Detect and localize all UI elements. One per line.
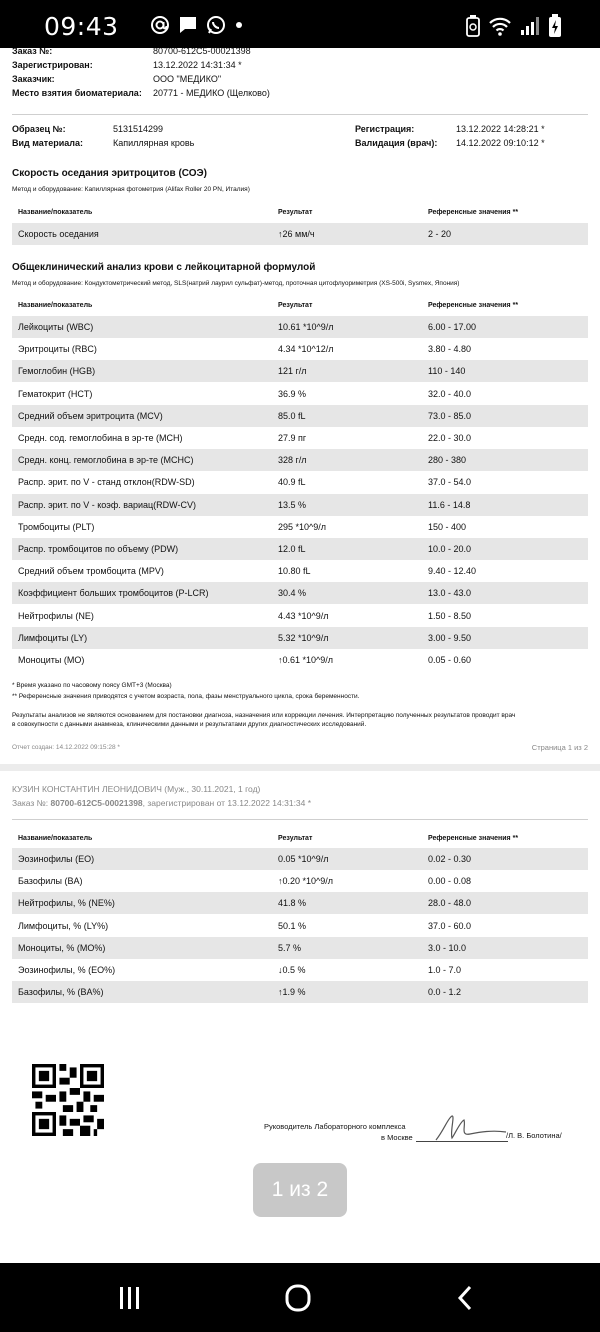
row-reference: 280 - 380 <box>428 455 467 466</box>
row-reference: 3.00 - 9.50 <box>428 632 472 643</box>
row-result: 36.9 % <box>278 388 307 399</box>
table-row <box>12 582 588 604</box>
row-name: Средн. сод. гемоглобина в эр-те (MCH) <box>18 433 183 443</box>
signature-icon <box>430 1112 510 1144</box>
document-viewer[interactable] <box>0 48 600 1263</box>
home-button[interactable] <box>278 1283 318 1313</box>
row-name: Тромбоциты (PLT) <box>18 521 95 532</box>
material-value: Капиллярная кровь <box>113 138 195 148</box>
row-result: 26 мм/ч <box>282 229 315 239</box>
esr-title: Скорость оседания эритроцитов (СОЭ) <box>12 168 207 179</box>
row-result: 5.7 % <box>278 942 302 953</box>
patient-info: КУЗИН КОНСТАНТИН ЛЕОНИДОВИЧ (Муж., 30.11.2021, 1 год) <box>12 784 261 794</box>
row-result: 0.5 % <box>282 965 306 975</box>
order-suffix: , зарегистрирован от 13.12.2022 14:31:34 * <box>142 798 312 808</box>
col-reference: Референсные значения ** <box>428 302 519 309</box>
customer-value: ООО "МЕДИКО" <box>153 74 222 84</box>
material-label: Вид материала: <box>12 138 83 148</box>
row-reference: 13.0 - 43.0 <box>428 588 472 599</box>
row-result: 10.80 fL <box>278 566 311 577</box>
row-name: Средн. конц. гемоглобина в эр-те (MCHC) <box>18 455 194 466</box>
row-reference: 73.0 - 85.0 <box>428 410 472 421</box>
row-name: Скорость оседания <box>18 229 99 239</box>
table-row <box>12 892 588 914</box>
arrow-up-icon: ↑ <box>278 876 283 887</box>
row-name: Нейтрофилы, % (NE%) <box>18 898 115 909</box>
row-reference: 22.0 - 30.0 <box>428 433 472 443</box>
time-note: * Время указано по часовому поясу GMT+3 (Москва) <box>12 682 172 689</box>
wifi-icon <box>488 16 512 36</box>
arrow-up-icon: ↑ <box>278 987 283 998</box>
row-name: Распр. эрит. по V - станд отклон(RDW-SD) <box>18 477 195 488</box>
reference-note: ** Референсные значения приводятся с учетом возраста, пола, фазы менструального цикла, срока беременности. <box>12 693 360 700</box>
sample-label: Образец №: <box>12 124 66 134</box>
clock: 09:43 <box>44 12 119 41</box>
row-name: Эозинофилы (EO) <box>18 854 95 864</box>
esr-table-header <box>12 203 588 223</box>
table-row <box>12 605 588 627</box>
row-reference: 0.05 - 0.60 <box>428 655 472 665</box>
cbc-title: Общеклинический анализ крови с лейкоцитарной формулой <box>12 262 316 273</box>
col-result: Результат <box>278 302 313 309</box>
row-result: 50.1 % <box>278 920 307 931</box>
arrow-down-icon: ↓ <box>278 965 283 975</box>
table-row <box>12 848 588 870</box>
row-reference: 28.0 - 48.0 <box>428 898 472 909</box>
order-label: Заказ №: <box>12 48 53 56</box>
divider <box>12 819 588 820</box>
registration-label: Регистрация: <box>355 124 415 134</box>
row-name: Эритроциты (RBC) <box>18 344 97 355</box>
row-result: 4.34 *10^12/л <box>278 344 334 355</box>
navigation-bar <box>0 1263 600 1332</box>
table-row <box>12 538 588 560</box>
row-result: 10.61 *10^9/л <box>278 322 334 332</box>
row-name: Лейкоциты (WBC) <box>18 322 94 332</box>
recent-apps-button[interactable] <box>110 1283 150 1313</box>
row-reference: 6.00 - 17.00 <box>428 322 477 332</box>
col-name: Название/показатель <box>18 302 93 309</box>
row-result: 12.0 fL <box>278 544 306 554</box>
divider <box>12 114 588 115</box>
disclaimer-line-1: Результаты анализов не являются основанием для постановки диагноза, назначения или коррекции лечения. Интерпретацию полученных результатов проводит врач <box>12 712 516 719</box>
status-bar <box>0 0 600 48</box>
row-result: 121 г/л <box>278 366 307 377</box>
table-row <box>12 223 588 245</box>
row-result: 27.9 пг <box>278 433 307 443</box>
page-separator <box>0 764 600 771</box>
order-prefix: Заказ №: <box>12 798 51 808</box>
table-row <box>12 516 588 538</box>
page-number: Страница 1 из 2 <box>531 743 588 752</box>
signatory-name: /Л. В. Болотина/ <box>506 1131 562 1140</box>
row-result: 41.8 % <box>278 898 307 909</box>
signal-icon <box>520 16 540 36</box>
row-reference: 2 - 20 <box>428 229 452 239</box>
table-row <box>12 360 588 382</box>
row-reference: 37.0 - 54.0 <box>428 477 472 488</box>
row-reference: 0.0 - 1.2 <box>428 987 462 998</box>
row-name: Коэффициент больших тромбоцитов (P-LCR) <box>18 588 209 599</box>
col-result: Результат <box>278 835 313 842</box>
col-reference: Референсные значения ** <box>428 209 519 216</box>
col-name: Название/показатель <box>18 835 93 842</box>
row-result: 0.61 *10^9/л <box>282 655 334 665</box>
row-name: Базофилы, % (BA%) <box>18 987 104 998</box>
order-info <box>12 798 311 808</box>
table-row <box>12 560 588 582</box>
cbc-table-header <box>12 296 588 316</box>
customer-label: Заказчик: <box>12 74 55 84</box>
page2-table-header <box>12 829 588 849</box>
row-result: 0.05 *10^9/л <box>278 854 329 864</box>
row-reference: 10.0 - 20.0 <box>428 544 472 554</box>
row-result: 4.43 *10^9/л <box>278 610 329 621</box>
table-row <box>12 915 588 937</box>
disclaimer-line-2: в совокупности с данными анамнеза, клиническими данными и результатами других диагностических исследований. <box>12 721 367 728</box>
registration-value: 13.12.2022 14:28:21 * <box>456 124 545 134</box>
row-reference: 11.6 - 14.8 <box>428 499 471 510</box>
row-result: 13.5 % <box>278 499 307 510</box>
row-name: Распр. эрит. по V - коэф. вариац(RDW-CV) <box>18 499 196 510</box>
col-result: Результат <box>278 209 313 216</box>
report-created: Отчет создан: 14.12.2022 09:15:28 * <box>12 744 120 751</box>
row-reference: 110 - 140 <box>428 366 466 377</box>
table-row <box>12 981 588 1003</box>
row-name: Базофилы (BA) <box>18 876 83 887</box>
table-row <box>12 471 588 493</box>
arrow-up-icon: ↑ <box>278 229 283 239</box>
row-result: 5.32 *10^9/л <box>278 632 329 643</box>
row-result: 295 *10^9/л <box>278 521 327 532</box>
arrow-up-icon: ↑ <box>278 655 283 665</box>
row-reference: 150 - 400 <box>428 521 467 532</box>
table-row <box>12 870 588 892</box>
row-name: Моноциты (MO) <box>18 655 85 665</box>
registered-value: 13.12.2022 14:31:34 * <box>153 60 242 70</box>
esr-method: Метод и оборудование: Капиллярная фотометрия (Alifax Roller 20 PN, Италия) <box>12 186 250 193</box>
table-row <box>12 427 588 449</box>
row-reference: 32.0 - 40.0 <box>428 388 472 399</box>
row-reference: 0.02 - 0.30 <box>428 854 472 864</box>
order-number: 80700-612C5-00021398 <box>50 798 143 808</box>
row-name: Средний объем тромбоцита (MPV) <box>18 566 164 577</box>
row-name: Лимфоциты (LY) <box>18 632 88 643</box>
row-name: Гемоглобин (HGB) <box>18 366 96 377</box>
row-name: Моноциты, % (MO%) <box>18 942 106 953</box>
row-reference: 1.50 - 8.50 <box>428 610 472 621</box>
message-icon <box>178 15 198 35</box>
row-result: 30.4 % <box>278 588 307 599</box>
battery-saver-icon <box>466 15 480 37</box>
place-value: 20771 - МЕДИКО (Щелково) <box>153 88 270 98</box>
table-row <box>12 405 588 427</box>
row-result: 85.0 fL <box>278 410 306 421</box>
registered-label: Зарегистрирован: <box>12 60 93 70</box>
sample-value: 5131514299 <box>113 124 164 134</box>
row-name: Распр. тромбоцитов по объему (PDW) <box>18 544 179 554</box>
row-name: Эозинофилы, % (EO%) <box>18 965 116 975</box>
place-label: Место взятия биоматериала: <box>12 88 142 98</box>
row-name: Гематокрит (HCT) <box>18 388 93 399</box>
table-row <box>12 627 588 649</box>
row-result: 328 г/л <box>278 455 307 466</box>
dot-icon <box>234 15 244 35</box>
row-name: Нейтрофилы (NE) <box>18 610 94 621</box>
table-row <box>12 649 588 671</box>
row-reference: 1.0 - 7.0 <box>428 965 462 975</box>
col-reference: Референсные значения ** <box>428 835 519 842</box>
table-row <box>12 494 588 516</box>
order-value: 80700-612C5-00021398 <box>153 48 251 56</box>
col-name: Название/показатель <box>18 209 93 216</box>
table-row <box>12 338 588 360</box>
at-sign-icon <box>150 15 170 35</box>
table-row <box>12 383 588 405</box>
row-name: Средний объем эритроцита (MCV) <box>18 410 163 421</box>
qr-code <box>32 1064 104 1136</box>
signatory-position-1: Руководитель Лабораторного комплекса <box>264 1122 406 1131</box>
validation-value: 14.12.2022 09:10:12 * <box>456 138 545 148</box>
row-result: 0.20 *10^9/л <box>282 876 334 887</box>
table-row <box>12 449 588 471</box>
row-reference: 0.00 - 0.08 <box>428 876 472 887</box>
table-row <box>12 959 588 981</box>
signatory-position-2: в Москве <box>381 1133 413 1142</box>
row-reference: 37.0 - 60.0 <box>428 920 472 931</box>
table-row <box>12 316 588 338</box>
cbc-method: Метод и оборудование: Кондуктометрический метод, SLS(натрий лаурил сульфат)-метод, проточная цитофлуориметрия (XS-500i, Sysmex, Япония) <box>12 280 460 287</box>
table-row <box>12 937 588 959</box>
row-reference: 9.40 - 12.40 <box>428 566 477 577</box>
back-button[interactable] <box>446 1283 486 1313</box>
row-reference: 3.80 - 4.80 <box>428 344 472 355</box>
row-reference: 3.0 - 10.0 <box>428 942 467 953</box>
row-result: 1.9 % <box>282 987 306 998</box>
battery-charging-icon <box>548 14 562 38</box>
row-name: Лимфоциты, % (LY%) <box>18 920 109 931</box>
row-result: 40.9 fL <box>278 477 306 488</box>
page-indicator: 1 из 2 <box>253 1163 347 1217</box>
validation-label: Валидация (врач): <box>355 138 438 148</box>
whatsapp-icon <box>206 15 226 35</box>
